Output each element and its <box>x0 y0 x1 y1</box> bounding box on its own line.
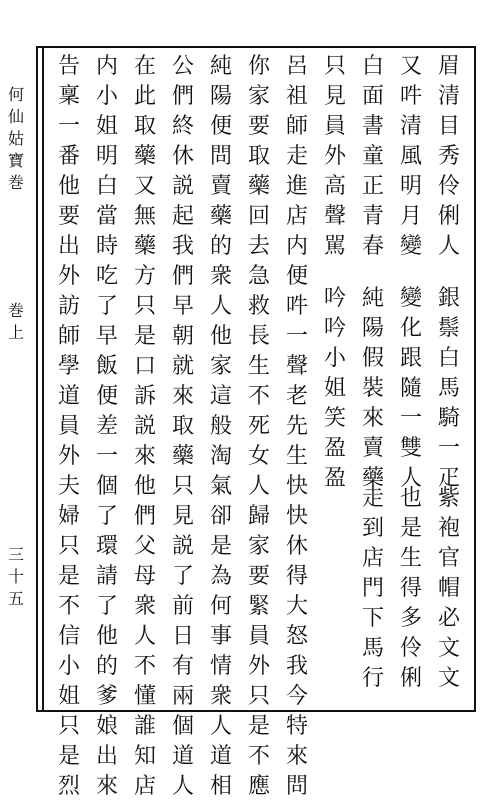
character: 巻 <box>7 173 24 192</box>
character: 是 <box>209 534 232 559</box>
character: 藥 <box>361 466 384 491</box>
character: 員 <box>323 114 346 139</box>
character: 只 <box>171 474 194 499</box>
character: 下 <box>361 606 384 631</box>
character: 公 <box>171 54 194 79</box>
character: 來 <box>361 406 384 431</box>
character: 必 <box>437 606 460 631</box>
character: 休 <box>285 534 308 559</box>
character: 他 <box>133 474 156 499</box>
character: 老 <box>285 384 308 409</box>
character: 人 <box>247 474 270 499</box>
character: 問 <box>285 774 308 799</box>
character: 賣 <box>209 174 232 199</box>
character: 人 <box>209 294 232 319</box>
character: 朝 <box>171 324 194 349</box>
character: 一 <box>95 444 118 469</box>
character: 盈 <box>323 436 346 461</box>
character: 夫 <box>57 474 80 499</box>
character: 一 <box>399 406 422 431</box>
character: 藥 <box>209 204 232 229</box>
character: 取 <box>247 144 270 169</box>
character: 方 <box>133 264 156 289</box>
character: 人 <box>133 624 156 649</box>
character: 變 <box>399 234 422 259</box>
character: 笑 <box>323 406 346 431</box>
character: 只 <box>57 714 80 739</box>
character: 五 <box>7 589 24 608</box>
character: 有 <box>171 654 194 679</box>
character: 來 <box>171 384 194 409</box>
character: 又 <box>399 54 422 79</box>
character: 鬃 <box>437 316 460 341</box>
character: 衆 <box>209 684 232 709</box>
character: 又 <box>133 174 156 199</box>
character: 當 <box>95 204 118 229</box>
character: 我 <box>171 234 194 259</box>
character: 官 <box>437 546 460 571</box>
character: 爹 <box>95 684 118 709</box>
character: 來 <box>133 444 156 469</box>
frame-inner-line <box>42 48 44 710</box>
character: 到 <box>361 516 384 541</box>
character: 淘 <box>209 444 232 469</box>
character: 文 <box>437 666 460 691</box>
character: 卻 <box>209 504 232 529</box>
character: 見 <box>171 504 194 529</box>
character: 回 <box>247 204 270 229</box>
character: 不 <box>247 384 270 409</box>
character: 今 <box>285 684 308 709</box>
character: 懂 <box>133 684 156 709</box>
verse-column-1-upper <box>434 56 464 266</box>
character: 父 <box>133 534 156 559</box>
character: 是 <box>399 516 422 541</box>
character: 一 <box>437 436 460 461</box>
character: 走 <box>285 144 308 169</box>
character: 們 <box>133 504 156 529</box>
verse-column-4-middle <box>320 288 350 498</box>
character: 番 <box>57 144 80 169</box>
character: 姐 <box>323 376 346 401</box>
character: 假 <box>361 346 384 371</box>
character: 明 <box>399 174 422 199</box>
character: 取 <box>133 114 156 139</box>
character: 這 <box>209 384 232 409</box>
character: 藥 <box>133 144 156 169</box>
character: 飯 <box>95 354 118 379</box>
character: 是 <box>57 564 80 589</box>
character: 何 <box>209 594 232 619</box>
character: 們 <box>171 264 194 289</box>
character: 陽 <box>209 84 232 109</box>
character: 駡 <box>323 234 346 259</box>
character: 衆 <box>209 264 232 289</box>
character: 是 <box>133 324 156 349</box>
character: 差 <box>95 414 118 439</box>
character: 風 <box>399 144 422 169</box>
character: 袍 <box>437 516 460 541</box>
character: 店 <box>361 546 384 571</box>
character: 早 <box>95 324 118 349</box>
character: 死 <box>247 414 270 439</box>
character: 行 <box>361 666 384 691</box>
character: 姐 <box>95 114 118 139</box>
character: 得 <box>399 576 422 601</box>
character: 祖 <box>285 84 308 109</box>
character: 個 <box>171 714 194 739</box>
character: 道 <box>209 744 232 769</box>
character: 母 <box>133 564 156 589</box>
character: 俐 <box>399 666 422 691</box>
character: 化 <box>399 316 422 341</box>
character: 員 <box>57 414 80 439</box>
character: 緊 <box>247 594 270 619</box>
margin-page-number <box>5 544 27 610</box>
character: 白 <box>361 54 384 79</box>
character: 外 <box>323 144 346 169</box>
character: 吽 <box>285 294 308 319</box>
character: 般 <box>209 414 232 439</box>
character: 生 <box>399 546 422 571</box>
character: 説 <box>133 414 156 439</box>
character: 一 <box>57 114 80 139</box>
character: 只 <box>247 684 270 709</box>
character: 知 <box>133 744 156 769</box>
character: 只 <box>323 54 346 79</box>
character: 純 <box>209 54 232 79</box>
character: 相 <box>209 774 232 799</box>
character: 歸 <box>247 504 270 529</box>
character: 俐 <box>437 204 460 229</box>
character: 門 <box>361 576 384 601</box>
character: 急 <box>247 264 270 289</box>
character: 口 <box>133 354 156 379</box>
character: 吟 <box>323 316 346 341</box>
character: 人 <box>209 714 232 739</box>
character: 説 <box>171 174 194 199</box>
character: 人 <box>399 466 422 491</box>
character: 快 <box>285 504 308 529</box>
character: 要 <box>57 204 80 229</box>
character: 烈 <box>57 774 80 799</box>
character: 師 <box>285 114 308 139</box>
character: 早 <box>171 294 194 319</box>
character: 應 <box>247 774 270 799</box>
character: 何 <box>7 85 24 104</box>
character: 救 <box>247 294 270 319</box>
character: 出 <box>57 234 80 259</box>
character: 環 <box>95 534 118 559</box>
character: 休 <box>171 144 194 169</box>
character: 問 <box>209 144 232 169</box>
character: 店 <box>285 204 308 229</box>
character: 帽 <box>437 576 460 601</box>
character: 人 <box>171 774 194 799</box>
character: 特 <box>285 714 308 739</box>
character: 在 <box>133 54 156 79</box>
character: 内 <box>285 234 308 259</box>
character: 情 <box>209 654 232 679</box>
character: 生 <box>285 444 308 469</box>
character: 女 <box>247 444 270 469</box>
character: 要 <box>247 564 270 589</box>
character: 取 <box>171 414 194 439</box>
character: 去 <box>247 234 270 259</box>
character: 書 <box>361 114 384 139</box>
character: 吽 <box>399 84 422 109</box>
prose-column-3 <box>206 56 236 806</box>
character: 生 <box>247 354 270 379</box>
prose-column-6 <box>92 56 122 806</box>
character: 童 <box>361 144 384 169</box>
character: 家 <box>247 534 270 559</box>
verse-column-4-upper <box>320 56 350 266</box>
verse-column-1-lower <box>434 488 464 698</box>
character: 月 <box>399 204 422 229</box>
character: 目 <box>437 114 460 139</box>
character: 見 <box>323 84 346 109</box>
character: 雙 <box>399 436 422 461</box>
character: 吃 <box>95 264 118 289</box>
character: 先 <box>285 414 308 439</box>
character: 時 <box>95 234 118 259</box>
character: 只 <box>133 294 156 319</box>
verse-column-3-upper <box>358 56 388 266</box>
character: 不 <box>247 744 270 769</box>
character: 説 <box>171 534 194 559</box>
character: 明 <box>95 144 118 169</box>
character: 是 <box>247 714 270 739</box>
character: 馬 <box>437 376 460 401</box>
character: 為 <box>209 564 232 589</box>
character: 藥 <box>133 234 156 259</box>
character: 不 <box>133 654 156 679</box>
character: 上 <box>7 323 24 342</box>
character: 秀 <box>437 144 460 169</box>
character: 隨 <box>399 376 422 401</box>
character: 你 <box>247 54 270 79</box>
prose-column-7 <box>54 56 84 806</box>
verse-column-3-lower <box>358 488 388 698</box>
character: 盈 <box>323 466 346 491</box>
character: 氣 <box>209 474 232 499</box>
character: 無 <box>133 204 156 229</box>
character: 要 <box>247 114 270 139</box>
character: 了 <box>171 564 194 589</box>
character: 來 <box>95 774 118 799</box>
prose-column-1 <box>282 56 312 806</box>
character: 外 <box>247 654 270 679</box>
character: 十 <box>7 567 24 586</box>
character: 吟 <box>323 286 346 311</box>
character: 陽 <box>361 316 384 341</box>
character: 藥 <box>247 174 270 199</box>
character: 内 <box>95 54 118 79</box>
character: 個 <box>95 474 118 499</box>
character: 變 <box>399 286 422 311</box>
character: 家 <box>247 84 270 109</box>
character: 事 <box>209 624 232 649</box>
character: 呂 <box>285 54 308 79</box>
character: 快 <box>285 474 308 499</box>
character: 便 <box>209 114 232 139</box>
character: 長 <box>247 324 270 349</box>
character: 清 <box>437 84 460 109</box>
character: 師 <box>57 324 80 349</box>
character: 外 <box>57 264 80 289</box>
verse-column-1-middle <box>434 288 464 498</box>
character: 姐 <box>57 684 80 709</box>
character: 仙 <box>7 107 24 126</box>
character: 高 <box>323 174 346 199</box>
character: 起 <box>171 204 194 229</box>
prose-column-2 <box>244 56 274 806</box>
character: 眉 <box>437 54 460 79</box>
character: 了 <box>95 504 118 529</box>
character: 藥 <box>171 444 194 469</box>
character: 小 <box>57 654 80 679</box>
character: 便 <box>95 384 118 409</box>
margin-volume <box>5 300 27 344</box>
character: 婦 <box>57 504 80 529</box>
character: 春 <box>361 234 384 259</box>
character: 娘 <box>95 714 118 739</box>
character: 了 <box>95 594 118 619</box>
character: 面 <box>361 84 384 109</box>
character: 寶 <box>7 151 24 170</box>
character: 疋 <box>437 466 460 491</box>
character: 衆 <box>133 594 156 619</box>
character: 聲 <box>323 204 346 229</box>
character: 不 <box>57 594 80 619</box>
character: 的 <box>209 234 232 259</box>
character: 馬 <box>361 636 384 661</box>
character: 終 <box>171 114 194 139</box>
character: 他 <box>57 174 80 199</box>
character: 來 <box>285 744 308 769</box>
character: 外 <box>57 444 80 469</box>
character: 前 <box>171 594 194 619</box>
character: 伶 <box>437 174 460 199</box>
character: 也 <box>399 486 422 511</box>
character: 怒 <box>285 624 308 649</box>
character: 訴 <box>133 384 156 409</box>
character: 賣 <box>361 436 384 461</box>
character: 的 <box>95 654 118 679</box>
margin-book-title <box>5 84 27 194</box>
character: 請 <box>95 564 118 589</box>
character: 稟 <box>57 84 80 109</box>
verse-column-2-middle <box>396 288 426 498</box>
character: 道 <box>171 744 194 769</box>
character: 姑 <box>7 129 24 148</box>
character: 文 <box>437 636 460 661</box>
character: 是 <box>57 744 80 769</box>
character: 大 <box>285 594 308 619</box>
character: 就 <box>171 354 194 379</box>
character: 他 <box>95 624 118 649</box>
character: 日 <box>171 624 194 649</box>
character: 了 <box>95 294 118 319</box>
character: 青 <box>361 204 384 229</box>
character: 人 <box>437 234 460 259</box>
character: 騎 <box>437 406 460 431</box>
character: 小 <box>95 84 118 109</box>
prose-column-4 <box>168 56 198 806</box>
character: 三 <box>7 545 24 564</box>
character: 多 <box>399 606 422 631</box>
character: 純 <box>361 286 384 311</box>
verse-column-2-upper <box>396 56 426 266</box>
character: 伶 <box>399 636 422 661</box>
character: 巻 <box>7 301 24 320</box>
character: 銀 <box>437 286 460 311</box>
character: 誰 <box>133 714 156 739</box>
character: 們 <box>171 84 194 109</box>
character: 跟 <box>399 346 422 371</box>
character: 裝 <box>361 376 384 401</box>
character: 員 <box>247 624 270 649</box>
character: 信 <box>57 624 80 649</box>
character: 白 <box>437 346 460 371</box>
character: 小 <box>323 346 346 371</box>
prose-column-5 <box>130 56 160 806</box>
character: 此 <box>133 84 156 109</box>
character: 得 <box>285 564 308 589</box>
character: 家 <box>209 354 232 379</box>
character: 他 <box>209 324 232 349</box>
character: 學 <box>57 354 80 379</box>
character: 白 <box>95 174 118 199</box>
character: 聲 <box>285 354 308 379</box>
character: 進 <box>285 174 308 199</box>
text-frame <box>36 46 476 799</box>
character: 一 <box>285 324 308 349</box>
character: 只 <box>57 534 80 559</box>
character: 走 <box>361 486 384 511</box>
character: 正 <box>361 174 384 199</box>
character: 我 <box>285 654 308 679</box>
character: 便 <box>285 264 308 289</box>
character: 告 <box>57 54 80 79</box>
character: 兩 <box>171 684 194 709</box>
character: 道 <box>57 384 80 409</box>
character: 清 <box>399 114 422 139</box>
character: 店 <box>133 774 156 799</box>
character: 紫 <box>437 486 460 511</box>
verse-column-3-middle <box>358 288 388 498</box>
character: 出 <box>95 744 118 769</box>
character: 訪 <box>57 294 80 319</box>
verse-column-2-lower <box>396 488 426 698</box>
